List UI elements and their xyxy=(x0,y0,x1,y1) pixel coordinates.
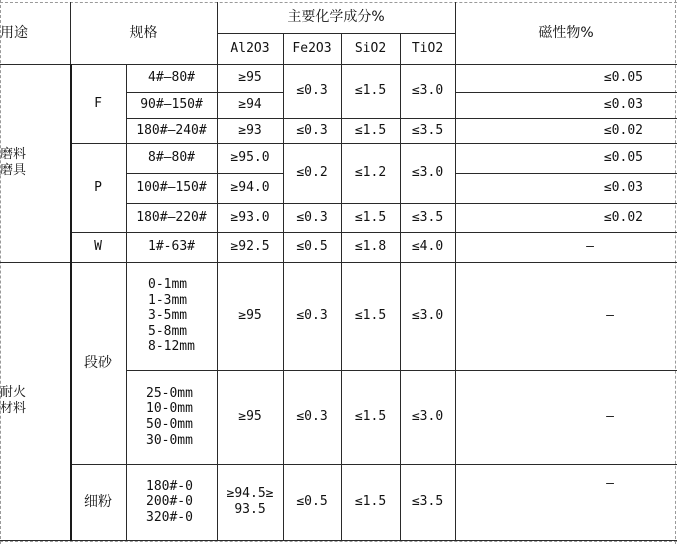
subgroup-duansha: 段砂 xyxy=(84,354,112,371)
magnetic-cell: — xyxy=(606,409,614,425)
magnetic-cell: — xyxy=(586,239,594,255)
tio2-cell: ≤3.5 xyxy=(411,122,444,138)
fe2o3-cell: ≤0.3 xyxy=(296,409,328,425)
fe2o3-cell: ≤0.3 xyxy=(296,209,328,225)
group-refractory-line1: 耐火 xyxy=(0,385,27,401)
grid-line xyxy=(0,541,677,542)
fe2o3-cell: ≤0.5 xyxy=(296,239,328,255)
tio2-cell: ≤3.0 xyxy=(411,165,444,181)
spec-line: 5-8mm xyxy=(148,323,188,339)
tio2-cell: ≤3.0 xyxy=(411,409,444,425)
group-refractory-line2: 材料 xyxy=(0,401,27,416)
spec-line: 25-0mm xyxy=(146,385,193,401)
al2o3-cell: ≥92.5 xyxy=(230,239,270,255)
header-usage: 用途 xyxy=(0,24,28,41)
spec-cell: 90#—150# xyxy=(140,97,203,113)
spec-cell: 180#—220# xyxy=(136,209,207,225)
spec-cell: 4#—80# xyxy=(148,70,195,86)
tio2-cell: ≤3.0 xyxy=(411,308,444,324)
sio2-cell: ≤1.5 xyxy=(354,308,387,324)
magnetic-cell: ≤0.02 xyxy=(603,209,643,225)
subgroup-xifen: 细粉 xyxy=(84,493,112,510)
spec-line: 10-0mm xyxy=(146,401,193,417)
spec-line: 50-0mm xyxy=(146,417,193,432)
sio2-cell: ≤1.5 xyxy=(354,83,387,99)
al2o3-cell: ≥95 xyxy=(238,409,262,425)
spec-line: 320#-0 xyxy=(146,509,193,525)
al2o3-cell: ≥95 xyxy=(238,70,262,86)
al2o3-cell: ≥94 xyxy=(238,97,262,113)
al2o3-cell: ≥95.0 xyxy=(230,150,270,166)
spec-line: 0-1mm xyxy=(148,277,188,293)
spec-line: 30-0mm xyxy=(146,432,193,448)
header-sio2: SiO2 xyxy=(354,40,387,56)
al2o3-cell xyxy=(217,464,283,540)
spec-cell: 180#—240# xyxy=(136,122,207,138)
spec-cell: 1#-63# xyxy=(148,239,195,255)
group-abrasive xyxy=(0,64,70,262)
sio2-cell: ≤1.5 xyxy=(354,494,387,510)
al2o3-line: 93.5 xyxy=(234,502,266,517)
tio2-cell: ≤4.0 xyxy=(411,239,444,255)
sio2-cell: ≤1.5 xyxy=(354,122,387,138)
group-refractory xyxy=(0,262,70,540)
header-tio2: TiO2 xyxy=(411,40,444,56)
group-abrasive-line2: 磨具 xyxy=(0,163,27,178)
spec-cell: 100#—150# xyxy=(136,180,207,196)
spec-cell xyxy=(126,464,217,540)
magnetic-cell: — xyxy=(606,308,614,324)
tio2-cell: ≤3.0 xyxy=(411,83,444,99)
fe2o3-cell: ≤0.3 xyxy=(296,308,328,324)
spec-line: 8-12mm xyxy=(148,339,195,355)
header-al2o3: Al2O3 xyxy=(230,40,270,56)
group-abrasive-line1: 磨料 xyxy=(0,147,27,163)
magnetic-cell: ≤0.02 xyxy=(603,122,643,138)
magnetic-cell: — xyxy=(606,476,614,491)
fe2o3-cell: ≤0.5 xyxy=(296,494,328,510)
al2o3-cell: ≥95 xyxy=(238,308,262,324)
header-spec: 规格 xyxy=(129,24,158,41)
subgroup-f: F xyxy=(94,95,102,111)
header-magnetic: 磁性物% xyxy=(538,24,594,41)
fe2o3-cell: ≤0.2 xyxy=(296,165,328,181)
spec-line: 1-3mm xyxy=(148,292,188,308)
al2o3-line: ≥94.5≥ xyxy=(226,486,274,502)
header-fe2o3: Fe2O3 xyxy=(292,40,332,56)
sio2-cell: ≤1.5 xyxy=(354,209,387,225)
magnetic-cell: ≤0.03 xyxy=(603,97,643,113)
spec-cell: 8#—80# xyxy=(148,150,195,166)
spec-line: 3-5mm xyxy=(148,308,188,324)
spec-cell xyxy=(126,370,217,464)
magnetic-cell: ≤0.05 xyxy=(603,70,643,86)
grid-line xyxy=(675,0,676,544)
fe2o3-cell: ≤0.3 xyxy=(296,122,328,138)
spec-line: 180#-0 xyxy=(146,478,193,494)
header-chem-group: 主要化学成分% xyxy=(287,9,385,26)
al2o3-cell: ≥93.0 xyxy=(230,209,270,225)
spec-line: 200#-0 xyxy=(146,494,193,510)
al2o3-cell: ≥93 xyxy=(238,122,262,138)
tio2-cell: ≤3.5 xyxy=(411,209,444,225)
magnetic-cell: ≤0.05 xyxy=(603,150,643,166)
al2o3-cell: ≥94.0 xyxy=(230,180,270,196)
sio2-cell: ≤1.8 xyxy=(354,239,387,255)
subgroup-w: W xyxy=(94,239,102,255)
magnetic-cell: ≤0.03 xyxy=(603,180,643,196)
tio2-cell: ≤3.5 xyxy=(411,494,444,510)
sio2-cell: ≤1.2 xyxy=(354,165,387,181)
subgroup-p: P xyxy=(94,179,102,195)
sio2-cell: ≤1.5 xyxy=(354,409,387,425)
fe2o3-cell: ≤0.3 xyxy=(296,83,328,99)
table-bottom-line xyxy=(0,540,677,541)
spec-cell xyxy=(126,262,217,370)
